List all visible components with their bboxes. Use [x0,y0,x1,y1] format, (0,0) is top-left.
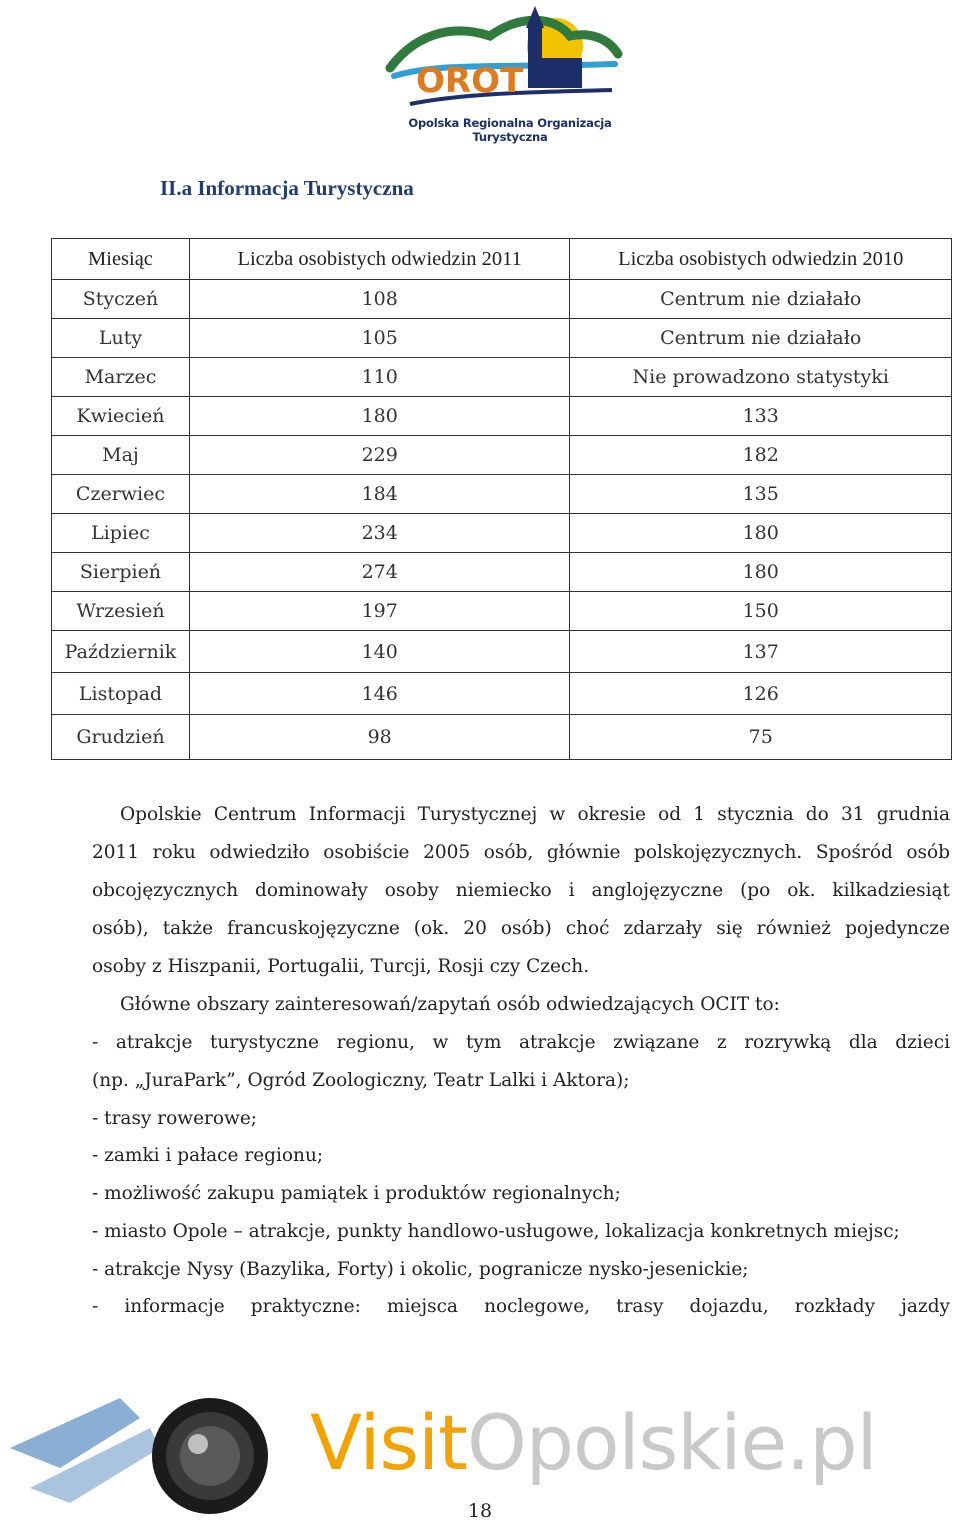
cell-visits-2011: 108 [189,280,569,319]
paragraph-line: osoby z Hiszpanii, Portugalii, Turcji, Rosji czy Czech. [92,956,590,977]
cell-visits-2010: Centrum nie działało [570,280,952,319]
table-row [52,436,952,475]
cell-visits-2010: 135 [570,475,952,514]
col-header-month: Miesiąc [52,239,190,280]
table-row [52,592,952,631]
paragraph-line: Opolskie Centrum Informacji Turystycznej w okresie od 1 stycznia do 31 grudnia [120,804,950,825]
cell-month: Czerwiec [52,475,190,514]
table-row [52,631,952,673]
table-row [52,319,952,358]
cell-visits-2011: 197 [189,592,569,631]
list-item-continuation: (np. „JuraPark”, Ogród Zoologiczny, Teatr Lalki i Aktora); [92,1070,630,1091]
list-item: - informacje praktyczne: miejsca noclegowe, trasy dojazdu, rozkłady jazdy [92,1296,950,1317]
cell-visits-2010: 137 [570,631,952,673]
list-item: - miasto Opole – atrakcje, punkty handlowo-usługowe, lokalizacja konkretnych miejsc; [92,1221,900,1242]
cell-visits-2011: 110 [189,358,569,397]
cell-visits-2010: Nie prowadzono statystyki [570,358,952,397]
cell-visits-2011: 184 [189,475,569,514]
cell-visits-2010: 180 [570,514,952,553]
list-item: - atrakcje turystyczne regionu, w tym atrakcje związane z rozrywką dla dzieci [92,1032,950,1053]
cell-month: Marzec [52,358,190,397]
cell-visits-2010: 133 [570,397,952,436]
table-row [52,715,952,760]
cell-month: Grudzień [52,715,190,760]
cell-month: Styczeń [52,280,190,319]
orot-logo-graphic [380,6,640,116]
cell-visits-2010: 75 [570,715,952,760]
cell-month: Maj [52,436,190,475]
table-row [52,553,952,592]
cell-visits-2011: 98 [189,715,569,760]
interests-intro: Główne obszary zainteresowań/zapytań osób odwiedzających OCIT to: [120,994,780,1015]
list-item: - atrakcje Nysy (Bazylika, Forty) i okolic, pogranicze nysko-jesenickie; [92,1259,749,1280]
list-item: - możliwość zakupu pamiątek i produktów regionalnych; [92,1183,621,1204]
cell-visits-2011: 140 [189,631,569,673]
table-row [52,397,952,436]
col-header-visits-2010: Liczba osobistych odwiedzin 2010 [570,239,952,280]
cell-visits-2011: 146 [189,673,569,715]
list-item: - zamki i pałace regionu; [92,1145,324,1166]
table-row [52,475,952,514]
wordmark-opolskie: Opolskie.pl [466,1398,877,1487]
visitopolskie-wordmark [310,1398,877,1487]
table-row [52,358,952,397]
cell-visits-2011: 229 [189,436,569,475]
cell-visits-2011: 180 [189,397,569,436]
cell-visits-2011: 105 [189,319,569,358]
cell-visits-2010: 182 [570,436,952,475]
paragraph-line: osób), także francuskojęzyczne (ok. 20 osób) choć zdarzały się również pojedyncze [92,918,950,939]
orot-logo [380,6,640,144]
paragraph-line: obcojęzycznych dominowały osoby niemiecko i anglojęzyczne (po ok. kilkadziesiąt [92,880,950,901]
orot-tagline: Opolska Regionalna Organizacja Turystyczna [408,116,612,144]
visits-table [51,238,952,760]
orot-logo-text: OROT [416,61,524,101]
table-header-row [52,239,952,280]
cell-visits-2010: 126 [570,673,952,715]
cell-month: Kwiecień [52,397,190,436]
col-header-visits-2011: Liczba osobistych odwiedzin 2011 [189,239,569,280]
table-row [52,514,952,553]
cell-visits-2011: 234 [189,514,569,553]
list-item: - trasy rowerowe; [92,1108,258,1129]
cell-month: Lipiec [52,514,190,553]
cell-month: Luty [52,319,190,358]
cell-visits-2010: 150 [570,592,952,631]
paragraph-line: 2011 roku odwiedziło osobiście 2005 osób, głównie polskojęzycznych. Spośród osób [92,842,950,863]
cell-visits-2010: 180 [570,553,952,592]
cell-visits-2010: Centrum nie działało [570,319,952,358]
cell-visits-2011: 274 [189,553,569,592]
cell-month: Październik [52,631,190,673]
table-row [52,280,952,319]
cell-month: Sierpień [52,553,190,592]
cell-month: Listopad [52,673,190,715]
wordmark-visit: Visit [310,1398,467,1487]
table-row [52,673,952,715]
section-title: II.a Informacja Turystyczna [160,176,414,200]
cell-month: Wrzesień [52,592,190,631]
page-number: 18 [467,1500,493,1522]
